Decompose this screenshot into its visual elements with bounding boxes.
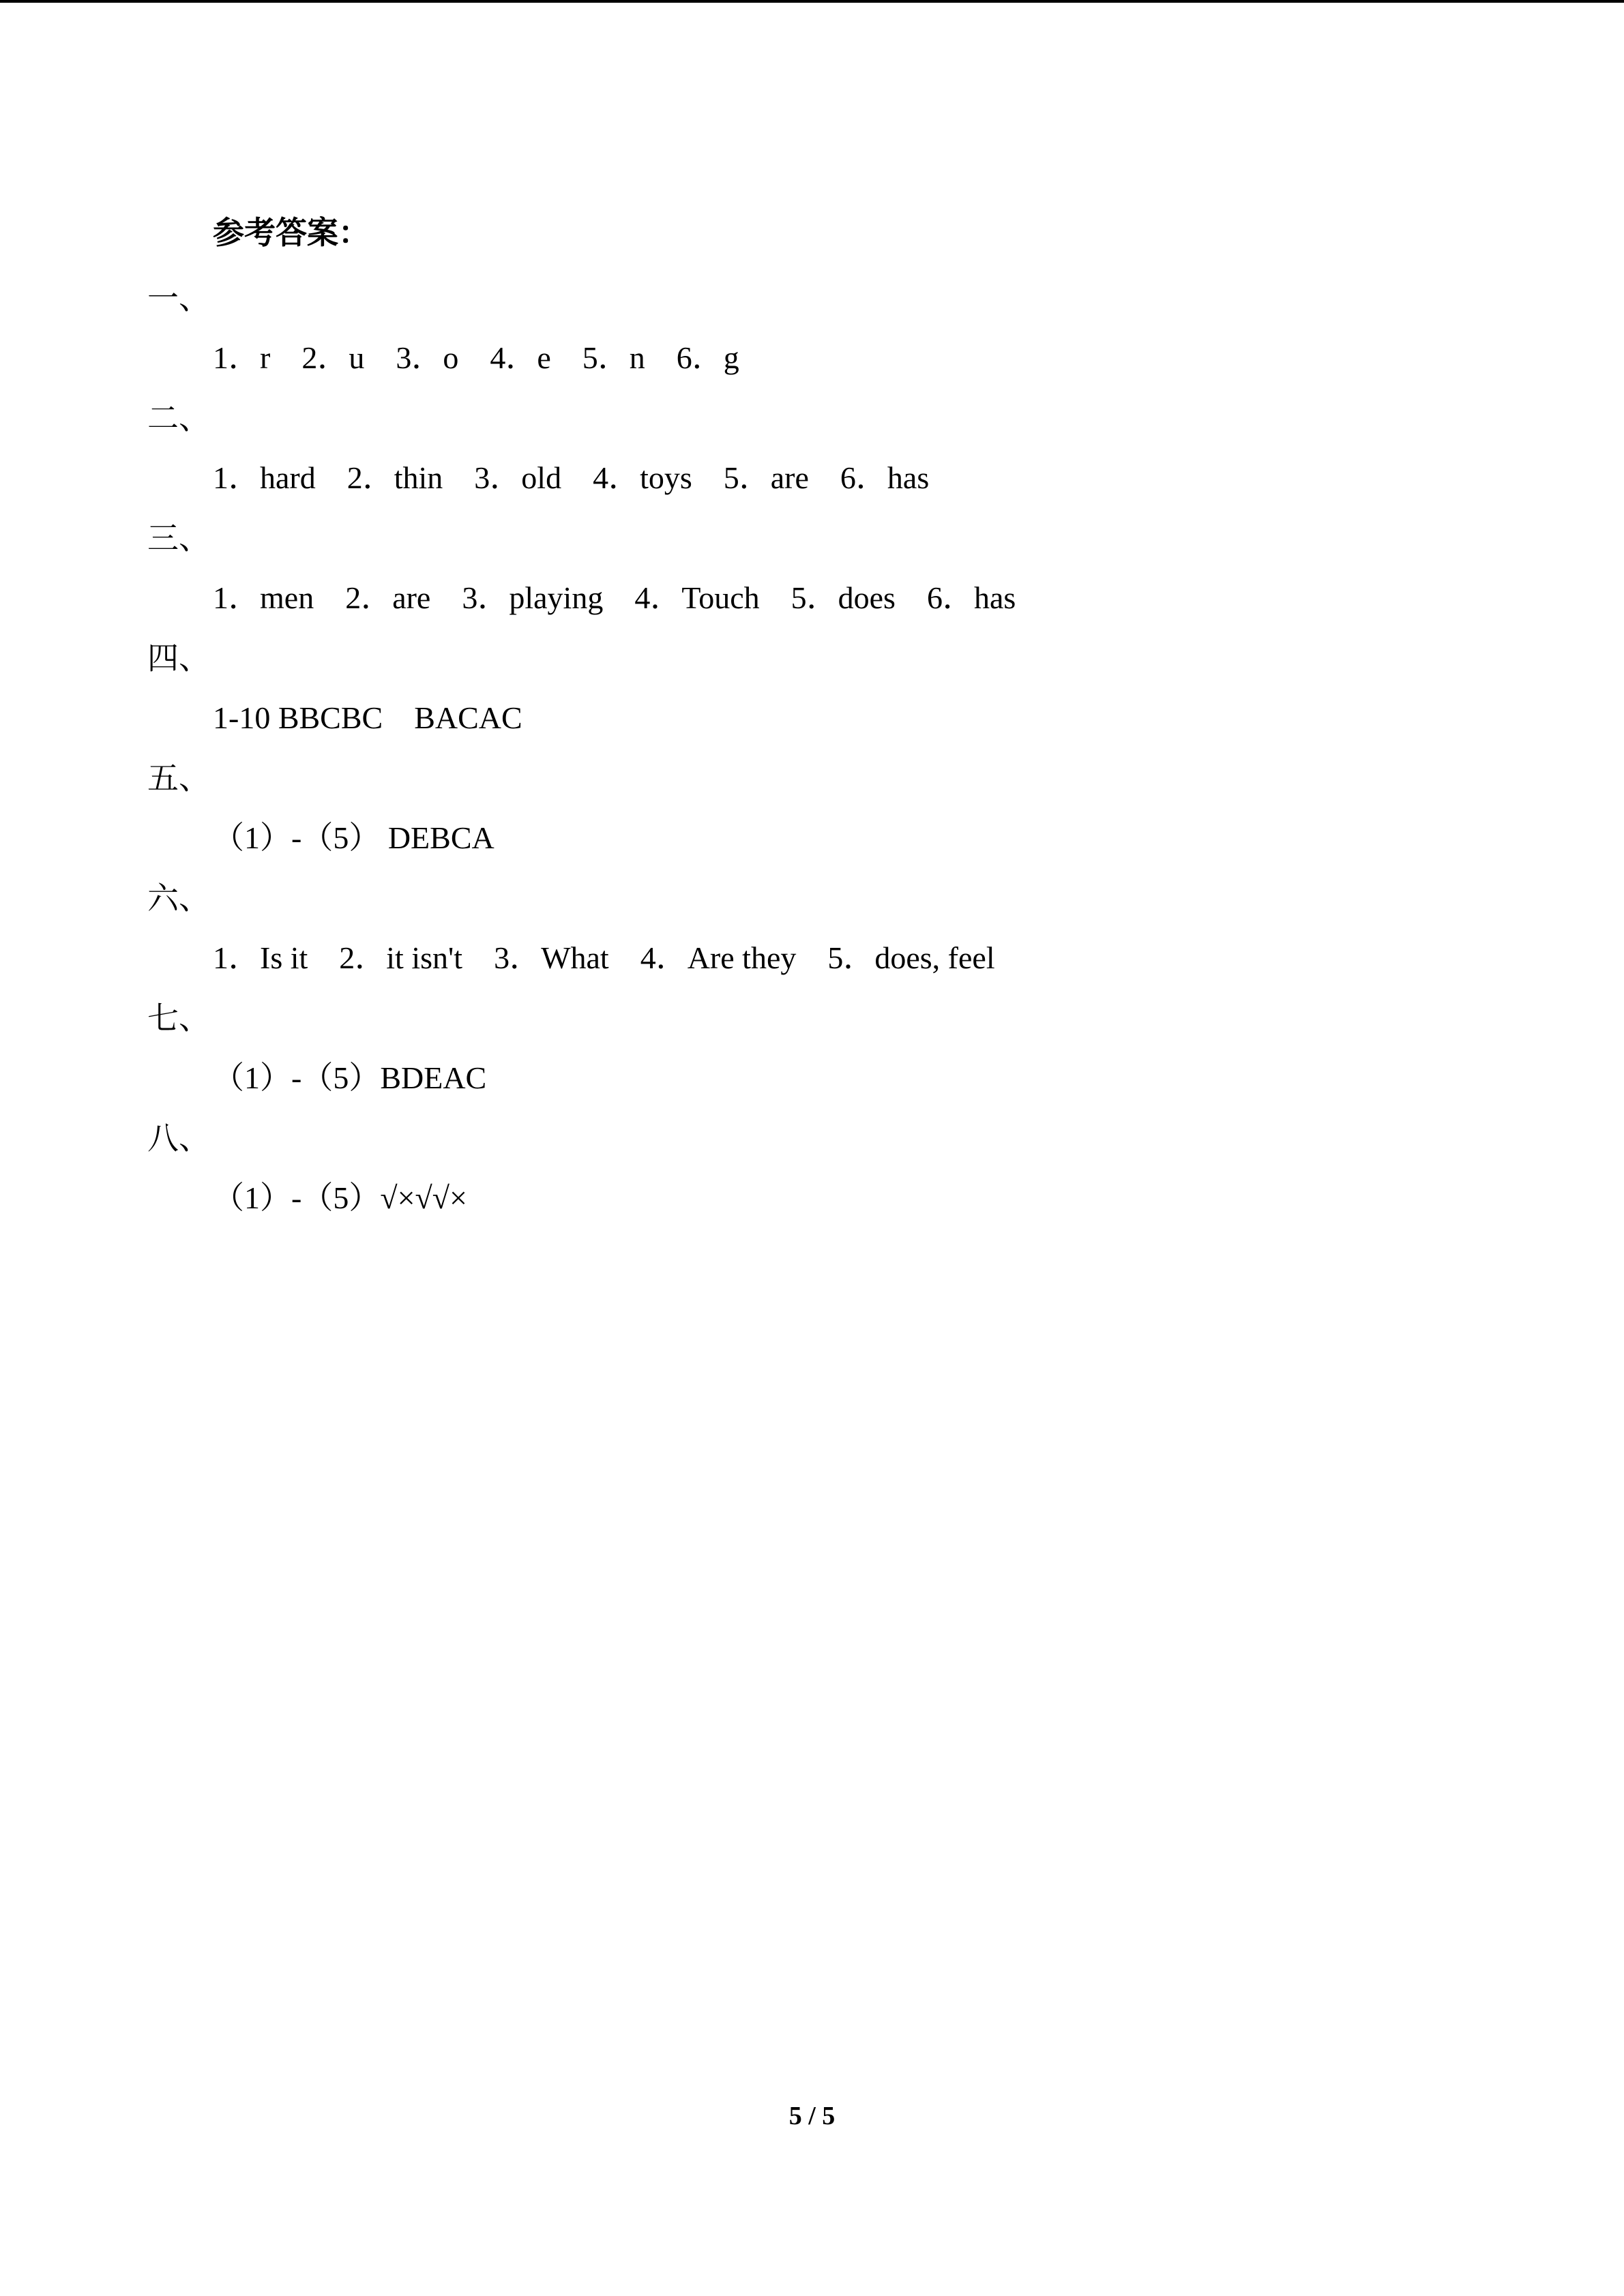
section-3-heading: 三、 xyxy=(147,521,210,556)
section-6-answers: 1．Is it 2．it isn't 3．What 4．Are they 5．does, feel xyxy=(213,940,995,975)
section-1-heading: 一、 xyxy=(147,281,210,316)
section-5-heading: 五、 xyxy=(147,761,210,796)
section-2-answers: 1．hard 2．thin 3．old 4．toys 5．are 6．has xyxy=(213,460,930,495)
section-2-heading: 二、 xyxy=(147,401,210,436)
section-7-heading: 七、 xyxy=(147,1001,210,1036)
section-8-answers: （1）-（5）√×√√× xyxy=(213,1180,467,1215)
section-3-answers: 1．men 2．are 3．playing 4．Touch 5．does 6．has xyxy=(213,580,1016,615)
section-1-answers: 1．r 2．u 3．o 4．e 5．n 6．g xyxy=(213,340,739,375)
section-4-heading: 四、 xyxy=(147,641,210,676)
section-8-heading: 八、 xyxy=(147,1121,210,1156)
answer-key-title: 参考答案： xyxy=(213,215,370,250)
section-6-heading: 六、 xyxy=(147,881,210,916)
section-5-answers: （1）-（5） DEBCA xyxy=(213,820,494,855)
section-4-answers: 1-10 BBCBC BACAC xyxy=(213,700,522,735)
page-number: 5 / 5 xyxy=(788,2102,836,2130)
section-7-answers: （1）-（5）BDEAC xyxy=(213,1060,487,1095)
